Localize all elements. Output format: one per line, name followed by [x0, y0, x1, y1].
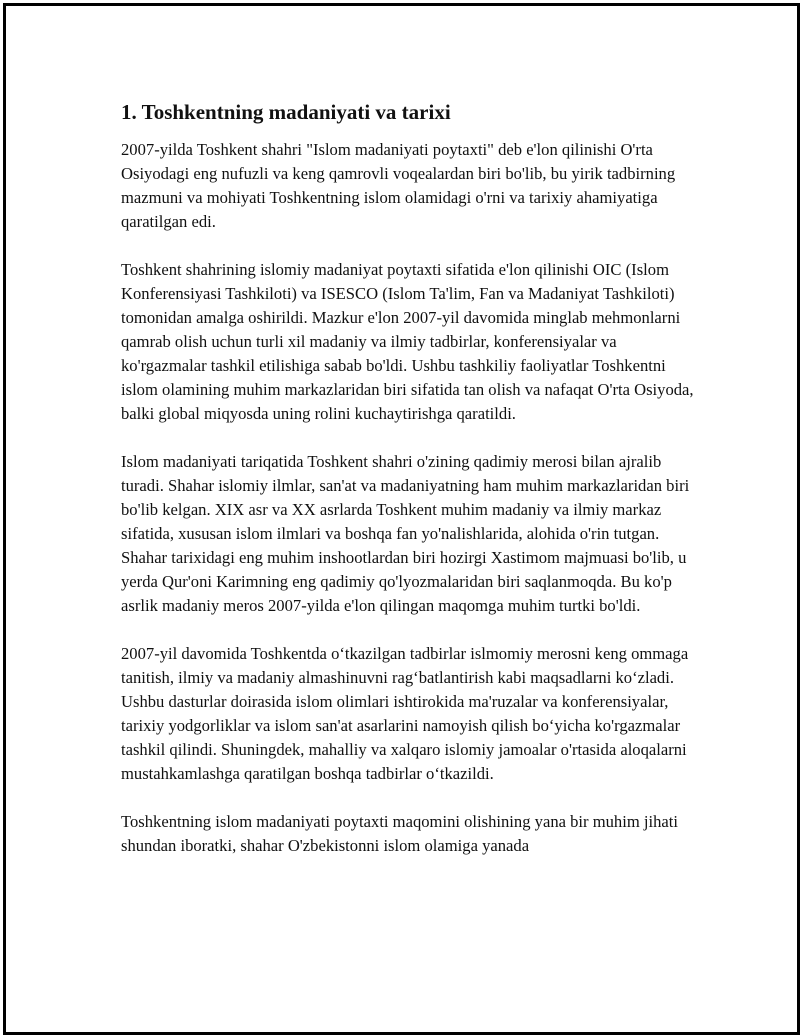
paragraph-2: Toshkent shahrining islomiy madaniyat poytaxti sifatida e'lon qilinishi OIC (Islom Konferensiyasi Tashkiloti) va ISESCO (Islom Ta'lim, Fan va Madaniyat Tashkiloti) tomonidan amalga oshirildi. Mazkur e'lon 2007-yil davomida minglab mehmonlarni qamrab olish uchun turli xil madaniy va ilmiy tadbirlar, konferensiyalar va ko'rgazmalar tashkil etilishiga sabab bo'ldi. Ushbu tashkiliy faoliyatlar Toshkentni islom olamining muhim markazlaridan biri sifatida tan olish va nafaqat O'rta Osiyoda, balki global miqyosda uning rolini kuchaytirishga qaratildi.	[121, 260, 694, 423]
document-page	[3, 3, 800, 1035]
paragraph-3: Islom madaniyati tariqatida Toshkent shahri o'zining qadimiy merosi bilan ajralib turadi. Shahar islomiy ilmlar, san'at va madaniyatning ham muhim markazlaridan biri bo'lib kelgan. XIX asr va XX asrlarda Toshkent muhim madaniy va ilmiy markaz sifatida, xususan islom ilmlari va boshqa fan yo'nalishlarida, alohida o'rin tutgan. Shahar tarixidagi eng muhim inshootlardan biri hozirgi Xastimom majmuasi bo'lib, u yerda Qur'oni Karimning eng qadimiy qo'lyozmalaridan biri saqlanmoqda. Bu ko'p asrlik madaniy meros 2007-yilda e'lon qilingan maqomga muhim turtki bo'ldi.	[121, 452, 690, 615]
paragraph-1: 2007-yilda Toshkent shahri "Islom madaniyati poytaxti" deb e'lon qilinishi O'rta Osiyodagi eng nufuzli va keng qamrovli voqealardan biri bo'lib, bu yirik tadbirning mazmuni va mohiyati Toshkentning islom olamidagi o'rni va tarixiy ahamiyatiga qaratilgan edi.	[121, 140, 676, 231]
section-heading: 1. Toshkentning madaniyati va tarixi	[121, 100, 451, 124]
paragraph-4: 2007-yil davomida Toshkentda o‘tkazilgan tadbirlar islmomiy merosni keng ommaga tanitish, ilmiy va madaniy almashinuvni rag‘batlantirish kabi maqsadlarni ko‘zladi. Ushbu dasturlar doirasida islom olimlari ishtirokida ma'ruzalar va konferensiyalar, tarixiy yodgorliklar va islom san'at asarlarini namoyish qilish bo‘yicha ko'rgazmalar tashkil qilindi. Shuningdek, mahalliy va xalqaro islomiy jamoalar o'rtasida aloqalarni mustahkamlashga qaratilgan boshqa tadbirlar o‘tkazildi.	[121, 644, 689, 783]
paragraph-5: Toshkentning islom madaniyati poytaxti maqomini olishining yana bir muhim jihati shundan iboratki, shahar O'zbekistonni islom olamiga yanada	[121, 812, 678, 855]
document-body	[121, 98, 701, 882]
